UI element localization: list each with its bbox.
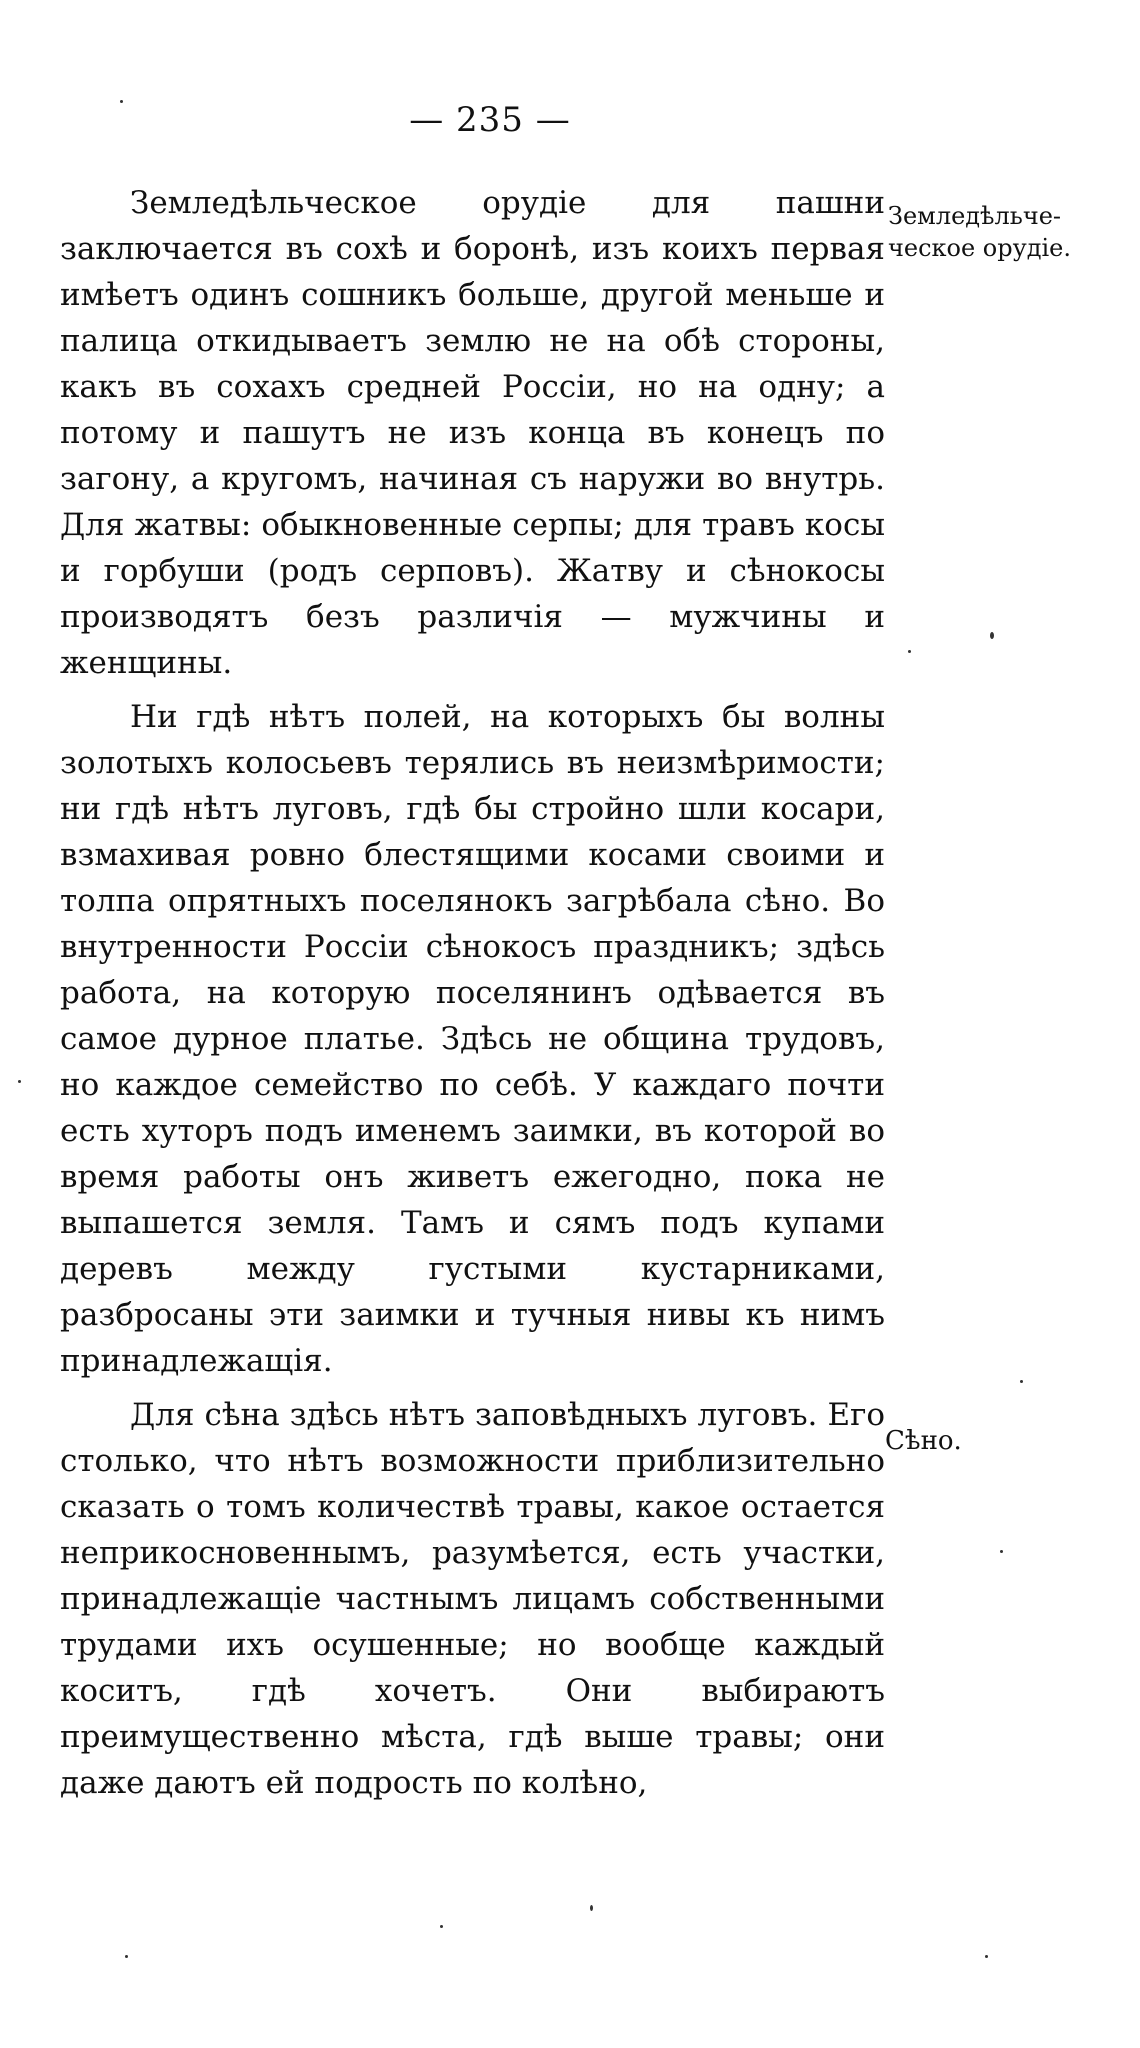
paragraph-agricultural-tools: Земледѣльческое орудіе для пашни заключается въ сохѣ и боронѣ, изъ коихъ первая имѣетъ одинъ сошникъ больше, другой меньше и палица откидываетъ землю не на обѣ стороны, какъ въ сохахъ средней Россіи, но на одну; а потому и пашутъ не изъ конца въ конецъ по загону, а кругомъ, начиная съ наружи во внутрь. Для жатвы: обыкновенные серпы; для травъ косы и горбуши (родъ серповъ). Жатву и сѣнокосы производятъ безъ различія — мужчины и женщины. [60,185,885,681]
paragraph-hay: Для сѣна здѣсь нѣтъ заповѣдныхъ луговъ. Его столько, что нѣтъ возможности приблизительно сказать о томъ количествѣ травы, какое остается неприкосновеннымъ, разумѣется, есть участки, принадлежащіе частнымъ лицамъ собственными трудами ихъ осушенные; но вообще каждый коситъ, гдѣ хочетъ. Они выбираютъ преимущественно мѣста, гдѣ выше травы; они даже даютъ ей подрость по колѣно, [60,1397,885,1801]
scan-speck [120,100,123,103]
margin-note-line: ческое орудіе. [888,234,1072,262]
scan-speck [125,1955,128,1958]
scan-speck [18,1080,21,1083]
margin-note-hay: Сѣно. [885,1426,962,1456]
body-text [60,180,885,1810]
paragraph-fields-and-meadows: Ни гдѣ нѣтъ полей, на которыхъ бы волны золотыхъ колосьевъ терялись въ неизмѣримости; ни гдѣ нѣтъ луговъ, гдѣ бы стройно шли косари, взмахивая ровно блестящими косами своими и толпа опрятныхъ поселянокъ загрѣбала сѣно. Во внутренности Россіи сѣнокосъ праздникъ; здѣсь работа, на которую поселянинъ одѣвается въ самое дурное платье. Здѣсь не община трудовъ, но каждое семейство по себѣ. У каждаго почти есть хуторъ подъ именемъ заимки, въ которой во время работы онъ живетъ ежегодно, пока не выпашется земля. Тамъ и сямъ подъ купами деревъ между густыми кустарниками, разбросаны эти заимки и тучныя нивы къ нимъ принадлежащія. [60,699,885,1379]
margin-note-agricultural-tools [888,200,1071,264]
scan-speck [908,650,911,653]
scan-speck [985,1955,988,1958]
scan-speck [440,1925,443,1928]
scan-speck [590,1905,593,1911]
page-number: — 235 — [409,100,571,140]
scan-speck [990,632,994,639]
scan-speck [1020,1380,1023,1383]
margin-note-line: Земледѣльче- [888,202,1062,230]
scan-speck [1000,1550,1003,1553]
